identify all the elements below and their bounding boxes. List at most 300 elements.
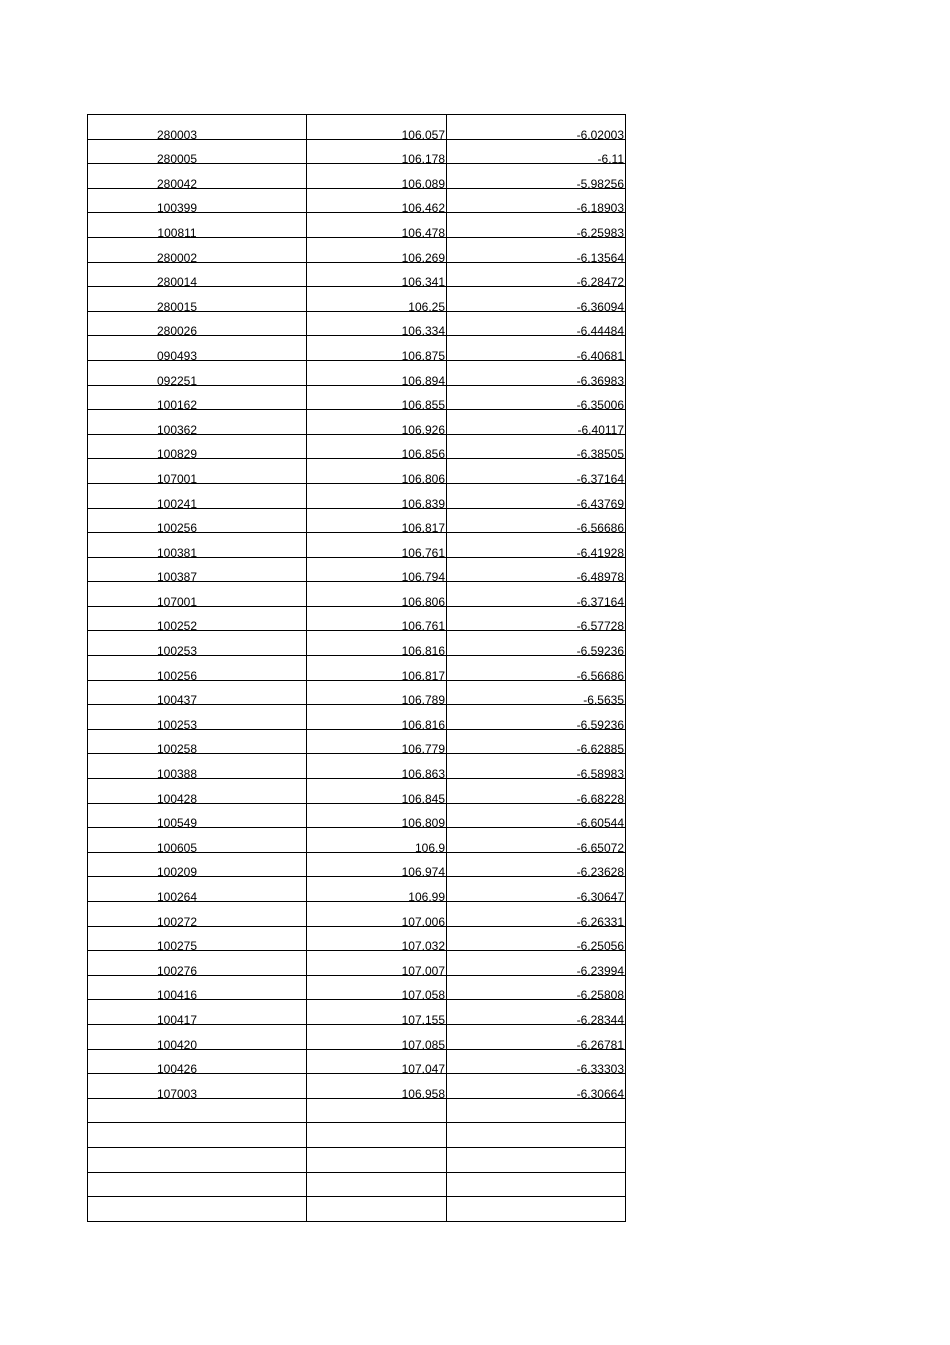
- longitude-cell-text: 106.875: [401, 348, 445, 361]
- longitude-cell-text: 106.974: [401, 865, 445, 877]
- station-id-cell-text: 107001: [156, 594, 198, 607]
- latitude-cell: [447, 213, 626, 238]
- station-id-cell-text: 100256: [156, 521, 198, 533]
- table-row: [88, 1197, 626, 1222]
- station-id-cell: [88, 237, 307, 262]
- station-id-cell-text: 100811: [157, 225, 197, 238]
- longitude-cell: [307, 1197, 447, 1222]
- table-row: [88, 902, 626, 927]
- latitude-cell: [447, 1024, 626, 1049]
- longitude-cell-text: 106.789: [401, 693, 445, 705]
- latitude-cell-text: -6.23994: [576, 963, 624, 976]
- longitude-cell-text: 106.9: [414, 840, 445, 853]
- table-row: [88, 139, 626, 164]
- table-row: [88, 533, 626, 558]
- latitude-cell: [447, 164, 626, 189]
- longitude-cell: [307, 1147, 447, 1172]
- table-row: [88, 434, 626, 459]
- latitude-cell-text: -6.65072: [576, 840, 624, 853]
- longitude-cell-text: 107.047: [401, 1062, 445, 1074]
- longitude-cell: [307, 360, 447, 385]
- latitude-cell: [447, 483, 626, 508]
- table-row: [88, 926, 626, 951]
- station-id-cell: [88, 1000, 307, 1025]
- table-row: [88, 656, 626, 681]
- station-id-cell-text: 100416: [156, 988, 198, 1000]
- station-id-cell: [88, 1172, 307, 1197]
- latitude-cell-text: -6.60544: [576, 816, 624, 828]
- longitude-cell-text: 106.855: [401, 398, 445, 410]
- station-id-cell-text: 100428: [156, 791, 198, 804]
- latitude-cell: [447, 508, 626, 533]
- longitude-cell: [307, 557, 447, 582]
- longitude-cell-text: 107.006: [401, 914, 445, 927]
- station-id-cell-text: 280014: [156, 275, 198, 287]
- station-id-cell-text: 107001: [156, 471, 198, 484]
- longitude-cell-text: 106.341: [401, 275, 445, 287]
- latitude-cell-text: -6.41928: [576, 545, 624, 558]
- station-id-cell: [88, 262, 307, 287]
- latitude-cell-text: -6.62885: [576, 742, 624, 754]
- station-id-cell-text: 100387: [156, 570, 198, 582]
- longitude-cell: [307, 1074, 447, 1099]
- longitude-cell: [307, 336, 447, 361]
- station-id-cell: [88, 902, 307, 927]
- station-id-cell: [88, 434, 307, 459]
- station-id-cell: [88, 508, 307, 533]
- station-id-cell: [88, 631, 307, 656]
- longitude-cell: [307, 656, 447, 681]
- longitude-cell: [307, 852, 447, 877]
- table-row: [88, 582, 626, 607]
- latitude-cell: [447, 188, 626, 213]
- latitude-cell-text: -6.36983: [576, 373, 624, 386]
- longitude-cell-text: 106.816: [401, 644, 445, 656]
- station-id-cell: [88, 680, 307, 705]
- latitude-cell-text: -6.25983: [576, 225, 624, 238]
- longitude-cell: [307, 1098, 447, 1123]
- table-row: [88, 557, 626, 582]
- latitude-cell-text: -6.40681: [576, 348, 624, 361]
- station-id-cell-text: 100276: [156, 963, 198, 976]
- latitude-cell: [447, 459, 626, 484]
- station-id-cell-text: 100381: [156, 545, 198, 558]
- longitude-cell-text: 106.334: [401, 324, 445, 336]
- station-id-cell: [88, 1049, 307, 1074]
- table-row: [88, 262, 626, 287]
- table-row: [88, 311, 626, 336]
- latitude-cell: [447, 1172, 626, 1197]
- station-id-cell: [88, 483, 307, 508]
- latitude-cell: [447, 754, 626, 779]
- table-row: [88, 1172, 626, 1197]
- latitude-cell-text: -6.33303: [576, 1062, 624, 1074]
- longitude-cell-text: 106.839: [401, 496, 445, 508]
- station-id-cell: [88, 557, 307, 582]
- station-id-cell: [88, 533, 307, 558]
- latitude-cell-text: -5.98256: [576, 176, 624, 189]
- table-row: [88, 1000, 626, 1025]
- latitude-cell-text: -6.18903: [576, 201, 624, 213]
- longitude-cell: [307, 705, 447, 730]
- latitude-cell-text: -6.36094: [576, 299, 624, 312]
- latitude-cell: [447, 311, 626, 336]
- latitude-cell: [447, 360, 626, 385]
- table-row: [88, 164, 626, 189]
- table-row: [88, 705, 626, 730]
- latitude-cell: [447, 680, 626, 705]
- station-id-cell: [88, 336, 307, 361]
- table-row: [88, 606, 626, 631]
- station-id-cell: [88, 164, 307, 189]
- latitude-cell: [447, 237, 626, 262]
- longitude-cell-text: 106.178: [401, 152, 445, 164]
- latitude-cell-text: -6.5635: [583, 693, 624, 705]
- longitude-cell: [307, 410, 447, 435]
- station-id-cell-text: 100362: [156, 422, 198, 435]
- latitude-cell-text: -6.30664: [576, 1086, 624, 1099]
- station-id-cell-text: 100264: [156, 890, 198, 902]
- latitude-cell: [447, 336, 626, 361]
- longitude-cell: [307, 287, 447, 312]
- longitude-cell-text: 106.462: [401, 201, 445, 213]
- latitude-cell: [447, 582, 626, 607]
- latitude-cell: [447, 434, 626, 459]
- table-body: [88, 115, 626, 1222]
- station-id-cell: [88, 287, 307, 312]
- longitude-cell-text: 107.085: [401, 1037, 445, 1050]
- longitude-cell: [307, 680, 447, 705]
- longitude-cell: [307, 803, 447, 828]
- station-id-cell-text: 100420: [156, 1037, 198, 1050]
- latitude-cell: [447, 1123, 626, 1148]
- station-id-cell: [88, 877, 307, 902]
- station-id-cell: [88, 1123, 307, 1148]
- latitude-cell-text: -6.58983: [576, 767, 624, 779]
- station-id-cell: [88, 828, 307, 853]
- station-id-cell: [88, 360, 307, 385]
- longitude-cell-text: 106.894: [401, 373, 445, 386]
- table-row: [88, 754, 626, 779]
- station-id-cell-text: 280015: [156, 299, 198, 312]
- table-row: [88, 1098, 626, 1123]
- latitude-cell: [447, 705, 626, 730]
- table-row: [88, 631, 626, 656]
- latitude-cell-text: -6.26781: [576, 1037, 624, 1050]
- latitude-cell: [447, 803, 626, 828]
- table-row: [88, 287, 626, 312]
- longitude-cell: [307, 754, 447, 779]
- latitude-cell-text: -6.28344: [576, 1012, 624, 1025]
- station-id-cell: [88, 311, 307, 336]
- longitude-cell: [307, 1123, 447, 1148]
- table-row: [88, 1147, 626, 1172]
- latitude-cell: [447, 729, 626, 754]
- latitude-cell: [447, 926, 626, 951]
- table-row: [88, 729, 626, 754]
- latitude-cell: [447, 1197, 626, 1222]
- latitude-cell-text: -6.59236: [576, 717, 624, 730]
- table-row: [88, 1074, 626, 1099]
- longitude-cell-text: 106.809: [401, 816, 445, 828]
- table-row: [88, 336, 626, 361]
- table-row: [88, 360, 626, 385]
- latitude-cell: [447, 631, 626, 656]
- latitude-cell: [447, 1000, 626, 1025]
- table-row: [88, 188, 626, 213]
- station-id-cell: [88, 139, 307, 164]
- latitude-cell: [447, 287, 626, 312]
- longitude-cell-text: 106.845: [401, 791, 445, 804]
- longitude-cell-text: 106.779: [401, 742, 445, 754]
- table-row: [88, 975, 626, 1000]
- table-row: [88, 951, 626, 976]
- table-row: [88, 877, 626, 902]
- latitude-cell: [447, 557, 626, 582]
- latitude-cell: [447, 975, 626, 1000]
- table-row: [88, 459, 626, 484]
- station-id-cell-text: 100252: [156, 619, 198, 631]
- station-id-cell-text: 100253: [156, 717, 198, 730]
- latitude-cell: [447, 951, 626, 976]
- latitude-cell: [447, 1147, 626, 1172]
- table-row: [88, 483, 626, 508]
- station-id-cell-text: 100258: [156, 742, 198, 754]
- longitude-cell-text: 107.058: [401, 988, 445, 1000]
- longitude-cell: [307, 164, 447, 189]
- longitude-cell-text: 106.761: [401, 545, 445, 558]
- longitude-cell: [307, 729, 447, 754]
- longitude-cell-text: 106.806: [401, 471, 445, 484]
- longitude-cell: [307, 631, 447, 656]
- station-id-cell: [88, 213, 307, 238]
- station-id-cell: [88, 975, 307, 1000]
- station-id-cell: [88, 1074, 307, 1099]
- table-row: [88, 1049, 626, 1074]
- station-id-cell-text: 280026: [156, 324, 198, 336]
- longitude-cell: [307, 606, 447, 631]
- station-id-cell-text: 100275: [156, 939, 198, 951]
- latitude-cell-text: -6.02003: [576, 127, 624, 140]
- longitude-cell: [307, 1049, 447, 1074]
- station-id-cell-text: 100209: [156, 865, 198, 877]
- longitude-cell-text: 106.863: [401, 767, 445, 779]
- table-row: [88, 385, 626, 410]
- longitude-cell-text: 106.806: [401, 594, 445, 607]
- latitude-cell-text: -6.37164: [576, 471, 624, 484]
- latitude-cell: [447, 385, 626, 410]
- longitude-cell-text: 106.958: [401, 1086, 445, 1099]
- longitude-cell-text: 107.007: [401, 963, 445, 976]
- latitude-cell-text: -6.35006: [576, 398, 624, 410]
- station-id-cell: [88, 705, 307, 730]
- station-id-cell: [88, 459, 307, 484]
- latitude-cell-text: -6.44484: [576, 324, 624, 336]
- station-id-cell-text: 100417: [156, 1012, 198, 1025]
- latitude-cell-text: -6.59236: [576, 644, 624, 656]
- longitude-cell: [307, 877, 447, 902]
- latitude-cell: [447, 606, 626, 631]
- table-row: [88, 213, 626, 238]
- latitude-cell-text: -6.28472: [576, 275, 624, 287]
- longitude-cell-text: 106.817: [401, 668, 445, 681]
- latitude-cell: [447, 779, 626, 804]
- longitude-cell-text: 106.99: [408, 890, 445, 902]
- table-row: [88, 779, 626, 804]
- latitude-cell: [447, 902, 626, 927]
- station-id-cell-text: 100162: [156, 398, 198, 410]
- longitude-cell: [307, 828, 447, 853]
- latitude-cell: [447, 877, 626, 902]
- longitude-cell: [307, 188, 447, 213]
- latitude-cell: [447, 262, 626, 287]
- station-id-cell-text: 090493: [156, 348, 198, 361]
- longitude-cell-text: 106.25: [408, 299, 445, 312]
- data-table: [87, 114, 626, 1222]
- station-id-cell-text: 100549: [156, 816, 198, 828]
- longitude-cell: [307, 139, 447, 164]
- station-id-cell-text: 100241: [156, 496, 198, 508]
- station-id-cell-text: 100253: [156, 644, 198, 656]
- longitude-cell-text: 106.817: [401, 521, 445, 533]
- latitude-cell-text: -6.30647: [576, 890, 624, 902]
- station-id-cell: [88, 1024, 307, 1049]
- longitude-cell: [307, 213, 447, 238]
- longitude-cell-text: 107.155: [401, 1012, 445, 1025]
- station-id-cell: [88, 779, 307, 804]
- longitude-cell: [307, 533, 447, 558]
- longitude-cell-text: 106.057: [401, 127, 445, 140]
- station-id-cell-text: 280005: [156, 152, 198, 164]
- station-id-cell: [88, 582, 307, 607]
- station-id-cell: [88, 951, 307, 976]
- latitude-cell-text: -6.57728: [576, 619, 624, 631]
- longitude-cell: [307, 1000, 447, 1025]
- table-row: [88, 852, 626, 877]
- station-id-cell: [88, 410, 307, 435]
- longitude-cell-text: 106.089: [401, 176, 445, 189]
- latitude-cell: [447, 1074, 626, 1099]
- latitude-cell: [447, 656, 626, 681]
- station-id-cell-text: 107003: [156, 1086, 198, 1099]
- longitude-cell: [307, 926, 447, 951]
- station-id-cell: [88, 926, 307, 951]
- table-row: [88, 828, 626, 853]
- station-id-cell: [88, 729, 307, 754]
- longitude-cell: [307, 483, 447, 508]
- longitude-cell-text: 106.794: [401, 570, 445, 582]
- latitude-cell: [447, 1049, 626, 1074]
- longitude-cell: [307, 582, 447, 607]
- longitude-cell-text: 106.478: [401, 225, 445, 238]
- station-id-cell-text: 100256: [156, 668, 198, 681]
- station-id-cell: [88, 1098, 307, 1123]
- longitude-cell-text: 106.761: [401, 619, 445, 631]
- longitude-cell-text: 106.816: [401, 717, 445, 730]
- latitude-cell-text: -6.11: [597, 152, 624, 164]
- station-id-cell-text: 280003: [156, 127, 198, 140]
- longitude-cell: [307, 262, 447, 287]
- station-id-cell: [88, 1197, 307, 1222]
- station-id-cell-text: 100388: [156, 767, 198, 779]
- latitude-cell-text: -6.37164: [576, 594, 624, 607]
- longitude-cell: [307, 902, 447, 927]
- station-id-cell-text: 092251: [156, 373, 198, 386]
- table-row: [88, 1123, 626, 1148]
- station-id-cell: [88, 385, 307, 410]
- station-id-cell: [88, 1147, 307, 1172]
- longitude-cell: [307, 385, 447, 410]
- latitude-cell-text: -6.68228: [576, 791, 624, 804]
- longitude-cell: [307, 1172, 447, 1197]
- latitude-cell: [447, 852, 626, 877]
- longitude-cell: [307, 508, 447, 533]
- latitude-cell: [447, 533, 626, 558]
- station-id-cell: [88, 803, 307, 828]
- station-id-cell: [88, 852, 307, 877]
- station-id-cell: [88, 115, 307, 140]
- longitude-cell-text: 106.856: [401, 447, 445, 459]
- table-row: [88, 508, 626, 533]
- longitude-cell: [307, 779, 447, 804]
- longitude-cell: [307, 459, 447, 484]
- latitude-cell-text: -6.13564: [576, 250, 624, 263]
- longitude-cell-text: 107.032: [401, 939, 445, 951]
- latitude-cell-text: -6.48978: [576, 570, 624, 582]
- station-id-cell-text: 100426: [156, 1062, 198, 1074]
- latitude-cell-text: -6.40117: [577, 422, 624, 435]
- longitude-cell: [307, 237, 447, 262]
- station-id-cell-text: 100829: [156, 447, 198, 459]
- latitude-cell-text: -6.56686: [576, 521, 624, 533]
- table-row: [88, 680, 626, 705]
- station-id-cell-text: 100399: [156, 201, 198, 213]
- table-row: [88, 237, 626, 262]
- station-id-cell: [88, 656, 307, 681]
- station-id-cell-text: 100605: [156, 840, 198, 853]
- latitude-cell-text: -6.26331: [576, 914, 624, 927]
- station-id-cell-text: 280042: [156, 176, 198, 189]
- latitude-cell-text: -6.38505: [576, 447, 624, 459]
- longitude-cell: [307, 311, 447, 336]
- station-id-cell: [88, 754, 307, 779]
- latitude-cell: [447, 410, 626, 435]
- station-id-cell: [88, 188, 307, 213]
- longitude-cell-text: 106.269: [401, 250, 445, 263]
- table-row: [88, 410, 626, 435]
- latitude-cell-text: -6.23628: [576, 865, 624, 877]
- latitude-cell: [447, 139, 626, 164]
- station-id-cell-text: 280002: [156, 250, 198, 263]
- longitude-cell-text: 106.926: [401, 422, 445, 435]
- longitude-cell: [307, 951, 447, 976]
- latitude-cell-text: -6.43769: [576, 496, 624, 508]
- station-id-cell: [88, 606, 307, 631]
- table-row: [88, 1024, 626, 1049]
- longitude-cell: [307, 434, 447, 459]
- longitude-cell: [307, 975, 447, 1000]
- table-row: [88, 115, 626, 140]
- latitude-cell: [447, 1098, 626, 1123]
- longitude-cell: [307, 115, 447, 140]
- station-id-cell-text: 100437: [156, 693, 198, 705]
- latitude-cell: [447, 828, 626, 853]
- latitude-cell-text: -6.25808: [576, 988, 624, 1000]
- station-id-cell-text: 100272: [156, 914, 198, 927]
- latitude-cell-text: -6.56686: [576, 668, 624, 681]
- longitude-cell: [307, 1024, 447, 1049]
- latitude-cell: [447, 115, 626, 140]
